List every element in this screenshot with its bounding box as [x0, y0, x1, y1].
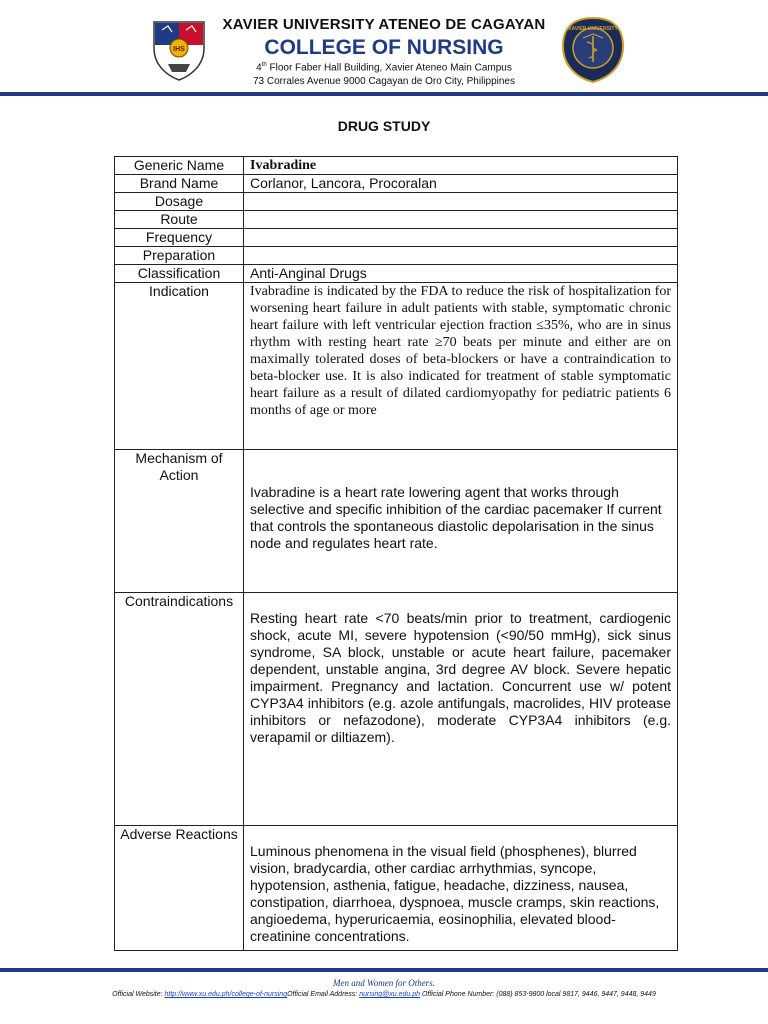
- address-line-1-text: Floor Faber Hall Building, Xavier Ateneo Main Campus: [266, 62, 512, 74]
- mechanism-label: Mechanism of Action: [115, 450, 244, 593]
- indication-value: Ivabradine is indicated by the FDA to reduce the risk of hospitalization for worsening heart failure in adult patients with stable, symptomatic chronic heart failure with left ventricular ejection fraction ≤35%, who are in sinus rhythm with resting heart rate ≥70 beats per minute and either are on maximally tolerated doses of beta-blockers or have a contraindication to beta-blocker use. It is also indicated for treatment of stable symptomatic heart failure as a result of dilated cardiomyopathy for pediatric patients 6 months of age or more: [244, 283, 678, 450]
- preparation-label: Preparation: [115, 247, 244, 265]
- table-row: [115, 265, 678, 283]
- preparation-value: [244, 247, 678, 265]
- frequency-value: [244, 229, 678, 247]
- mechanism-value: Ivabradine is a heart rate lowering agent that works through selective and specific inhibition of the cardiac pacemaker If current that controls the spontaneous diastolic depolarisation in the sinus node and regulates heart rate.: [250, 484, 662, 551]
- classification-label: Classification: [115, 265, 244, 283]
- address-line-1: [210, 62, 558, 73]
- website-link[interactable]: http://www.xu.edu.ph/college-of-nursing: [164, 991, 288, 998]
- contraindications-label: Contraindications: [115, 593, 244, 826]
- table-row: [115, 229, 678, 247]
- generic-name-value: Ivabradine: [244, 157, 678, 175]
- header-divider: [0, 92, 768, 96]
- frequency-label: Frequency: [115, 229, 244, 247]
- table-row: [115, 450, 678, 593]
- address-line-2: 73 Corrales Avenue 9000 Cagayan de Oro City, Philippines: [252, 76, 515, 87]
- university-shield-logo: [150, 18, 208, 82]
- table-row: [115, 211, 678, 229]
- adverse-reactions-label: Adverse Reactions: [115, 826, 244, 951]
- nursing-seal-logo: [561, 16, 625, 84]
- contraindications-value: Resting heart rate <70 beats/min prior to treatment, cardiogenic shock, acute MI, severe hypotension (<90/50 mmHg), sick sinus syndrome, SA block, unstable or acute heart failure, pacemaker dependent, unstable angina, 3rd degree AV block. Severe hepatic impairment. Pregnancy and lactation. Concurrent use w/ potent CYP3A4 inhibitors (e.g. azole antifungals, macrolides, HIV protease inhibitors or nefazodone), moderate CYP3A4 inhibitors (e.g. verapamil or diltiazem).: [250, 610, 671, 745]
- mechanism-cell: [244, 450, 678, 593]
- brand-name-label: Brand Name: [115, 175, 244, 193]
- adverse-reactions-cell: [244, 826, 678, 951]
- email-label: Official Email Address:: [287, 991, 360, 998]
- table-row: [115, 157, 678, 175]
- indication-label: Indication: [115, 283, 244, 450]
- floor-number: 4: [256, 62, 262, 74]
- table-row: [115, 283, 678, 450]
- contraindications-cell: [244, 593, 678, 826]
- table-row: [115, 593, 678, 826]
- university-name: XAVIER UNIVERSITY ATENEO DE CAGAYAN: [222, 16, 546, 33]
- email-link[interactable]: nursing@xu.edu.ph: [359, 991, 421, 998]
- brand-name-value: Corlanor, Lancora, Procoralan: [244, 175, 678, 193]
- dosage-value: [244, 193, 678, 211]
- table-row: [115, 247, 678, 265]
- generic-name-label: Generic Name: [115, 157, 244, 175]
- route-value: [244, 211, 678, 229]
- footer-divider: [0, 968, 768, 972]
- dosage-label: Dosage: [115, 193, 244, 211]
- floor-suffix: th: [261, 62, 267, 68]
- drug-study-table: [114, 156, 678, 951]
- adverse-reactions-value: Luminous phenomena in the visual field (phosphenes), blurred vision, bradycardia, other cardiac arrhythmias, syncope, hypotension, asthenia, fatigue, headache, dizziness, nausea, constipation, diarrhoea, dyspnoea, muscle cramps, skin reactions, angioedema, hyperuricaemia, eosinophilia, elevated blood-creatinine concentrations.: [250, 843, 660, 944]
- footer-contact: [0, 991, 768, 998]
- table-row: [115, 826, 678, 951]
- website-label: Official Website:: [112, 991, 165, 998]
- phone-text: Official Phone Number: (088) 853-9800 local 9817, 9446, 9447, 9448, 9449: [420, 991, 656, 998]
- college-name: COLLEGE OF NURSING: [264, 36, 504, 59]
- classification-value: Anti-Anginal Drugs: [244, 265, 678, 283]
- seal-text: XAVIER UNIVERSITY: [568, 26, 618, 32]
- route-label: Route: [115, 211, 244, 229]
- table-row: [115, 175, 678, 193]
- table-row: [115, 193, 678, 211]
- letterhead: [0, 0, 768, 96]
- svg-text:IHS: IHS: [173, 46, 185, 53]
- document-title: DRUG STUDY: [337, 118, 431, 134]
- footer-motto: Men and Women for Others.: [333, 978, 435, 988]
